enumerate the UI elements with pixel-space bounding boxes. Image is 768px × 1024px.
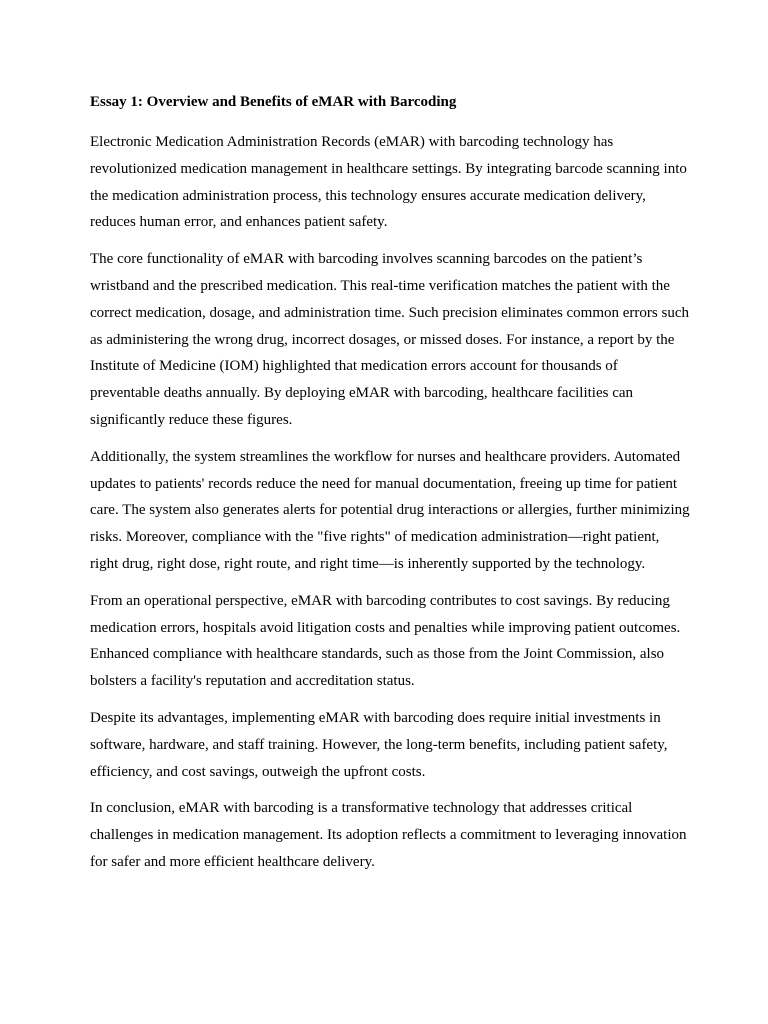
essay-title: Essay 1: Overview and Benefits of eMAR with Barcoding — [90, 94, 457, 110]
paragraph-workflow: Additionally, the system streamlines the workflow for nurses and healthcare providers. Automated updates to patients' records reduce the need for manual documentation, freeing up time for patient care. The system also generates alerts for potential drug interactions or allergies, further minimizing risks. Moreover, compliance with the "five rights" of medication administration—right patient, right drug, right dose, right route, and right time—is inherently supported by the technology. — [90, 448, 690, 572]
paragraph-intro: Electronic Medication Administration Records (eMAR) with barcoding technology has revolutionized medication management in healthcare settings. By integrating barcode scanning into the medication administration process, this technology ensures accurate medication delivery, reduces human error, and enhances patient safety. — [90, 134, 687, 231]
paragraph-core-functionality: The core functionality of eMAR with barcoding involves scanning barcodes on the patient’s wristband and the prescribed medication. This real-time verification matches the patient with the correct medication, dosage, and administration time. Such precision eliminates common errors such as administering the wrong drug, incorrect dosages, or missed doses. For instance, a report by the Institute of Medicine (IOM) highlighted that medication errors account for thousands of preventable deaths annually. By deploying eMAR with barcoding, healthcare facilities can significantly reduce these figures. — [90, 251, 689, 428]
document-body — [90, 92, 690, 886]
paragraph-operational: From an operational perspective, eMAR with barcoding contributes to cost savings. By reducing medication errors, hospitals avoid litigation costs and penalties while improving patient outcomes. Enhanced compliance with healthcare standards, such as those from the Joint Commission, also bolsters a facility's reputation and accreditation status. — [90, 592, 681, 690]
paragraph-conclusion: In conclusion, eMAR with barcoding is a transformative technology that addresses critical challenges in medication management. Its adoption reflects a commitment to leveraging innovation for safer and more efficient healthcare delivery. — [90, 800, 687, 870]
paragraph-challenges: Despite its advantages, implementing eMAR with barcoding does require initial investments in software, hardware, and staff training. However, the long-term benefits, including patient safety, efficiency, and cost savings, outweigh the upfront costs. — [90, 709, 668, 780]
